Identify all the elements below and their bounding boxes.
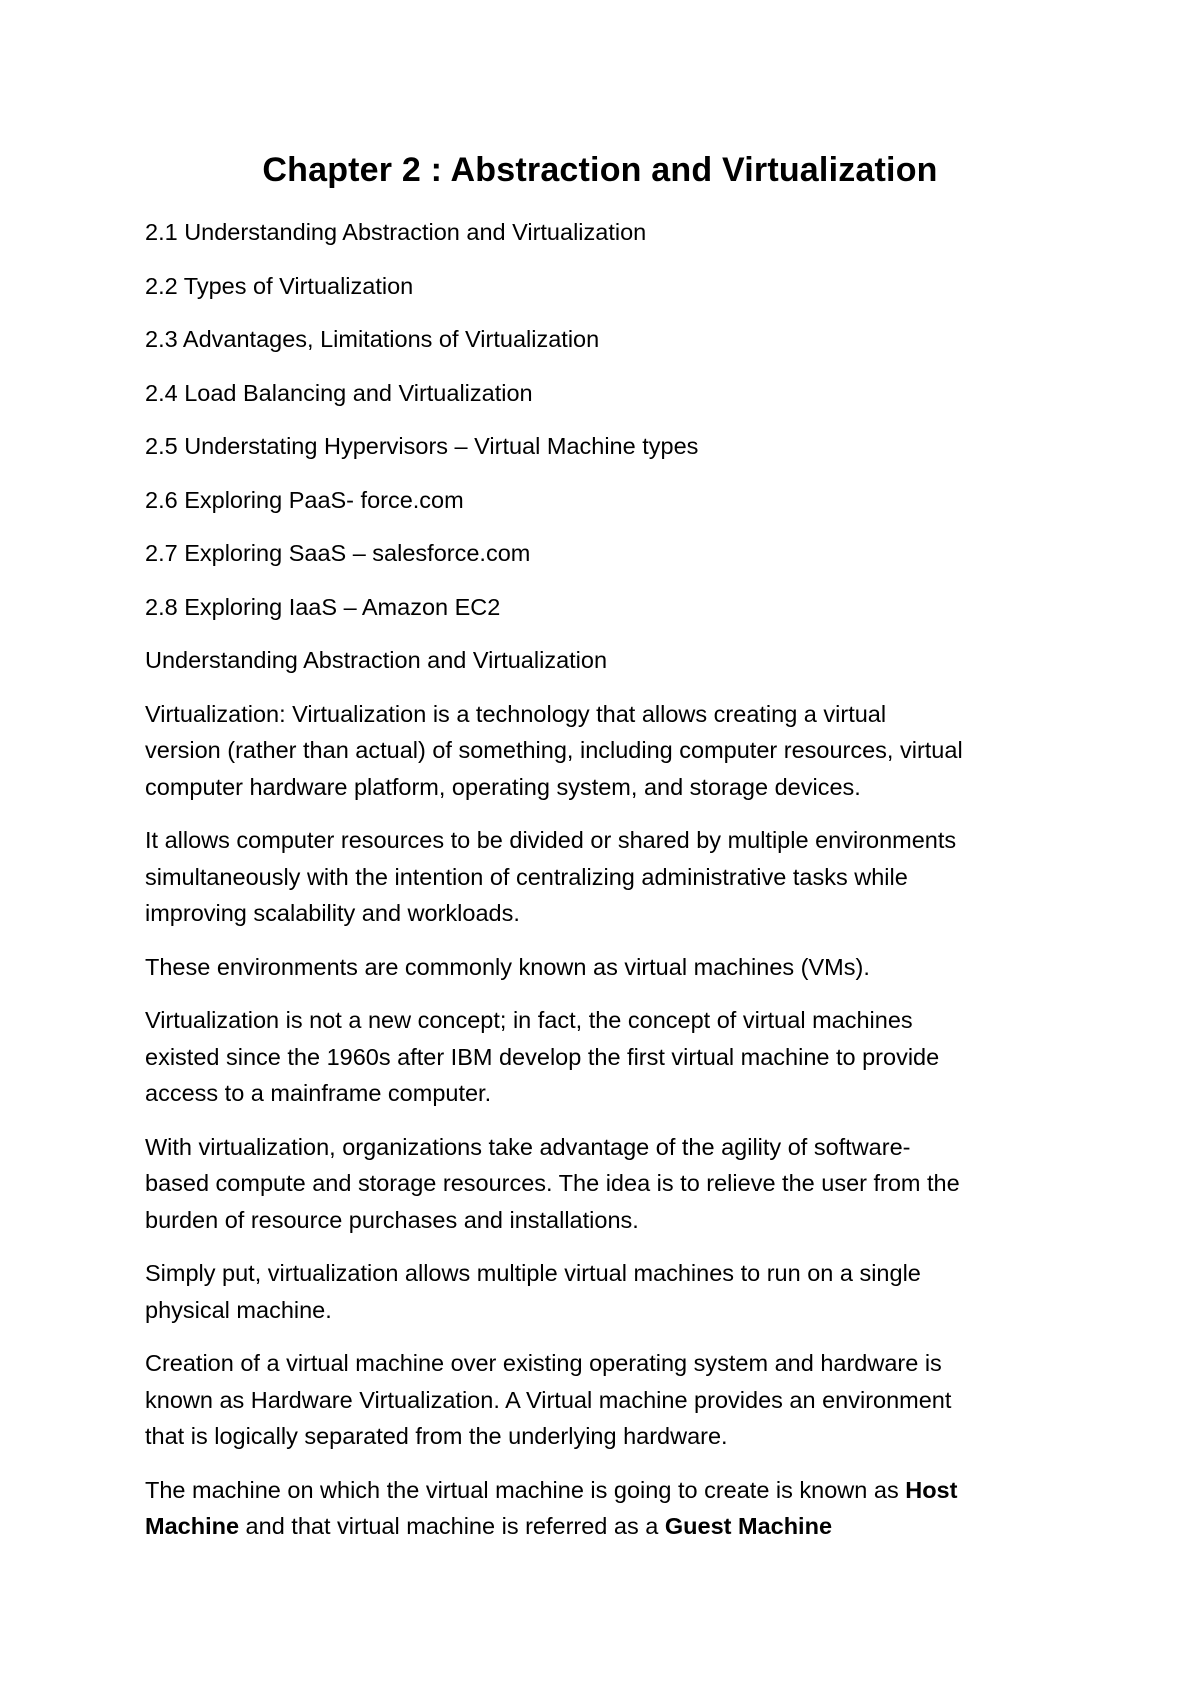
page-title: Chapter 2 : Abstraction and Virtualization <box>262 151 938 189</box>
paragraph-line: burden of resource purchases and installations. <box>145 1206 639 1233</box>
text-run: and that virtual machine is referred as a <box>239 1513 665 1539</box>
paragraph-line: computer hardware platform, operating system, and storage devices. <box>145 773 861 800</box>
bold-term-host: Host <box>905 1476 958 1503</box>
paragraph-line <box>145 1508 1075 1545</box>
bold-term-machine: Machine <box>145 1513 240 1539</box>
final-paragraph <box>145 1472 1075 1545</box>
paragraph-line: based compute and storage resources. The idea is to relieve the user from the <box>145 1170 960 1196</box>
toc-item: 2.8 Exploring IaaS – Amazon EC2 <box>145 593 501 620</box>
paragraph-line: Virtualization is not a new concept; in fact, the concept of virtual machines <box>145 1007 913 1033</box>
paragraph-line: physical machine. <box>145 1296 332 1323</box>
paragraph-line: Simply put, virtualization allows multiple virtual machines to run on a single <box>145 1260 921 1286</box>
paragraph-line <box>145 1472 1075 1509</box>
toc-item: 2.1 Understanding Abstraction and Virtualization <box>145 219 647 245</box>
paragraph-line: access to a mainframe computer. <box>145 1080 492 1106</box>
paragraph <box>145 949 1075 986</box>
text-run: The machine on which the virtual machine is going to create is known as <box>145 1476 906 1503</box>
paragraph <box>145 1129 1075 1239</box>
toc-item: 2.2 Types of Virtualization <box>145 272 414 299</box>
paragraph <box>145 1255 1075 1328</box>
paragraph-line: existed since the 1960s after IBM develop the first virtual machine to provide <box>145 1043 940 1070</box>
toc-item: 2.6 Exploring PaaS- force.com <box>145 486 464 513</box>
bold-term-guest-machine: Guest Machine <box>664 1513 833 1539</box>
paragraph-line: Virtualization: Virtualization is a technology that allows creating a virtual <box>145 700 887 727</box>
paragraph <box>145 1002 1075 1112</box>
toc-item: 2.7 Exploring SaaS – salesforce.com <box>145 540 531 566</box>
table-of-contents <box>145 214 1075 625</box>
paragraph-line: These environments are commonly known as virtual machines (VMs). <box>145 953 870 980</box>
paragraph-line: improving scalability and workloads. <box>145 900 520 926</box>
paragraph <box>145 1345 1075 1455</box>
paragraph <box>145 696 1075 806</box>
document-body <box>145 214 1075 1562</box>
paragraph-line: simultaneously with the intention of centralizing administrative tasks while <box>145 863 908 890</box>
section-heading: Understanding Abstraction and Virtualization <box>145 647 608 673</box>
paragraph-line: that is logically separated from the underlying hardware. <box>145 1423 728 1449</box>
paragraph-line: version (rather than actual) of something, including computer resources, virtual <box>145 737 963 763</box>
paragraph-line: With virtualization, organizations take advantage of the agility of software- <box>145 1133 911 1160</box>
toc-item: 2.3 Advantages, Limitations of Virtualization <box>145 326 600 352</box>
toc-item: 2.4 Load Balancing and Virtualization <box>145 379 533 406</box>
paragraph-line: Creation of a virtual machine over existing operating system and hardware is <box>145 1350 942 1376</box>
paragraph-line: It allows computer resources to be divided or shared by multiple environments <box>145 827 957 853</box>
paragraph-line: known as Hardware Virtualization. A Virtual machine provides an environment <box>145 1386 952 1413</box>
paragraph <box>145 822 1075 932</box>
toc-item: 2.5 Understating Hypervisors – Virtual Machine types <box>145 433 699 459</box>
